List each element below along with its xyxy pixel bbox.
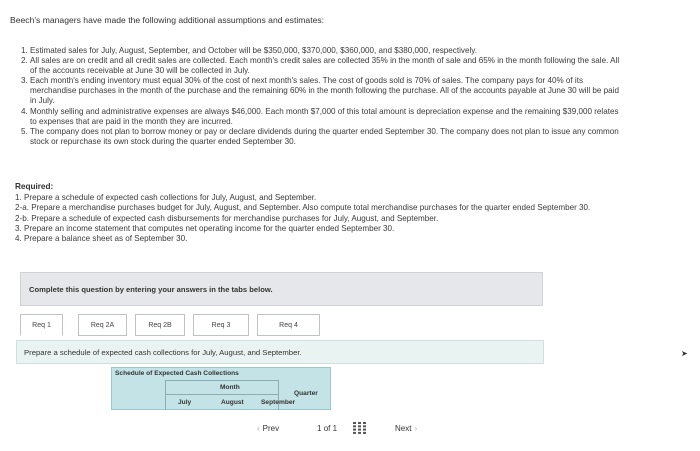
tab-req-3[interactable]: Req 3 xyxy=(193,314,249,336)
required-item: 3. Prepare an income statement that computes net operating income for the quarter ended September 30. xyxy=(15,223,395,233)
chevron-left-icon: ‹ xyxy=(257,424,260,433)
column-divider xyxy=(165,380,166,410)
assumption-item: 3. Each month's ending inventory must equal 30% of the cost of next month's sales. The cost of goods sold is 70% of sales. The company pays for 40% of its merchandise purchases in the month of the purchase and the remaining 60% in the month following the purchase. All of the accounts payable at June 30 will be paid in July. xyxy=(30,76,620,106)
month-divider xyxy=(165,394,278,395)
intro-text: Beech's managers have made the following additional assumptions and estimates: xyxy=(10,15,325,25)
assumption-item: 5. The company does not plan to borrow money or pay or declare dividends during the quarter ended September 30. The company does not plan to issue any common stock or repurchase its own stock during the quarter ended September 30. xyxy=(30,127,620,147)
assumption-item: 2. All sales are on credit and all credit sales are collected. Each month's credit sales are collected 35% in the month of sale and 65% in the month following the sale. All of the accounts receivable at June 30 will be collected in July. xyxy=(30,56,620,76)
next-button[interactable] xyxy=(395,424,417,433)
page-indicator xyxy=(317,424,337,433)
cash-collections-schedule xyxy=(111,367,331,410)
assumption-item: 4. Monthly selling and administrative expenses are always $46,000. Each month $7,000 of this total amount is depreciation expense and the remaining $39,000 relates to expenses that are paid in the month they are incurred. xyxy=(30,107,620,127)
required-item: 1. Prepare a schedule of expected cash collections for July, August, and September. xyxy=(15,193,317,202)
tab-req-2b[interactable]: Req 2B xyxy=(135,314,185,336)
next-label: Next xyxy=(395,424,412,433)
required-item: 2-b. Prepare a schedule of expected cash disbursements for merchandise purchases for July, August, and September. xyxy=(15,213,439,223)
instruction-banner: Prepare a schedule of expected cash collections for July, August, and September. xyxy=(16,340,544,364)
month-header: Month xyxy=(220,384,240,391)
chevron-right-icon: › xyxy=(414,424,418,433)
prev-button[interactable] xyxy=(257,424,279,433)
required-list xyxy=(15,193,595,244)
tab-req-1[interactable]: Req 1 xyxy=(20,314,63,336)
tab-req-4[interactable]: Req 4 xyxy=(257,314,320,336)
schedule-title: Schedule of Expected Cash Collections xyxy=(115,370,239,377)
tab-req-2a[interactable]: Req 2A xyxy=(78,314,127,336)
month-july: July xyxy=(178,399,192,406)
header-divider xyxy=(165,380,278,381)
complete-banner: Complete this question by entering your answers in the tabs below. xyxy=(20,272,543,306)
mouse-cursor-icon: ➤ xyxy=(681,349,688,358)
assumption-item: 1. Estimated sales for July, August, September, and October will be $350,000, $370,000, $360,000, and $380,000, respectively. xyxy=(30,46,620,56)
month-september: September xyxy=(261,399,296,406)
of-label: of xyxy=(323,424,331,433)
month-august: August xyxy=(221,399,244,406)
assumptions-list xyxy=(12,46,620,147)
required-item: 2-a. Prepare a merchandise purchases budget for July, August, and September. Also compute total merchandise purchases for the quarter ended September 30. xyxy=(15,203,591,213)
current-page: 1 xyxy=(317,424,322,433)
quarter-header: Quarter xyxy=(294,390,318,397)
grid-icon[interactable] xyxy=(353,422,367,434)
required-item: 4. Prepare a balance sheet as of September 30. xyxy=(15,234,188,244)
prev-label: Prev xyxy=(262,424,280,433)
total-pages: 1 xyxy=(332,424,338,433)
required-heading: Required: xyxy=(15,182,54,191)
